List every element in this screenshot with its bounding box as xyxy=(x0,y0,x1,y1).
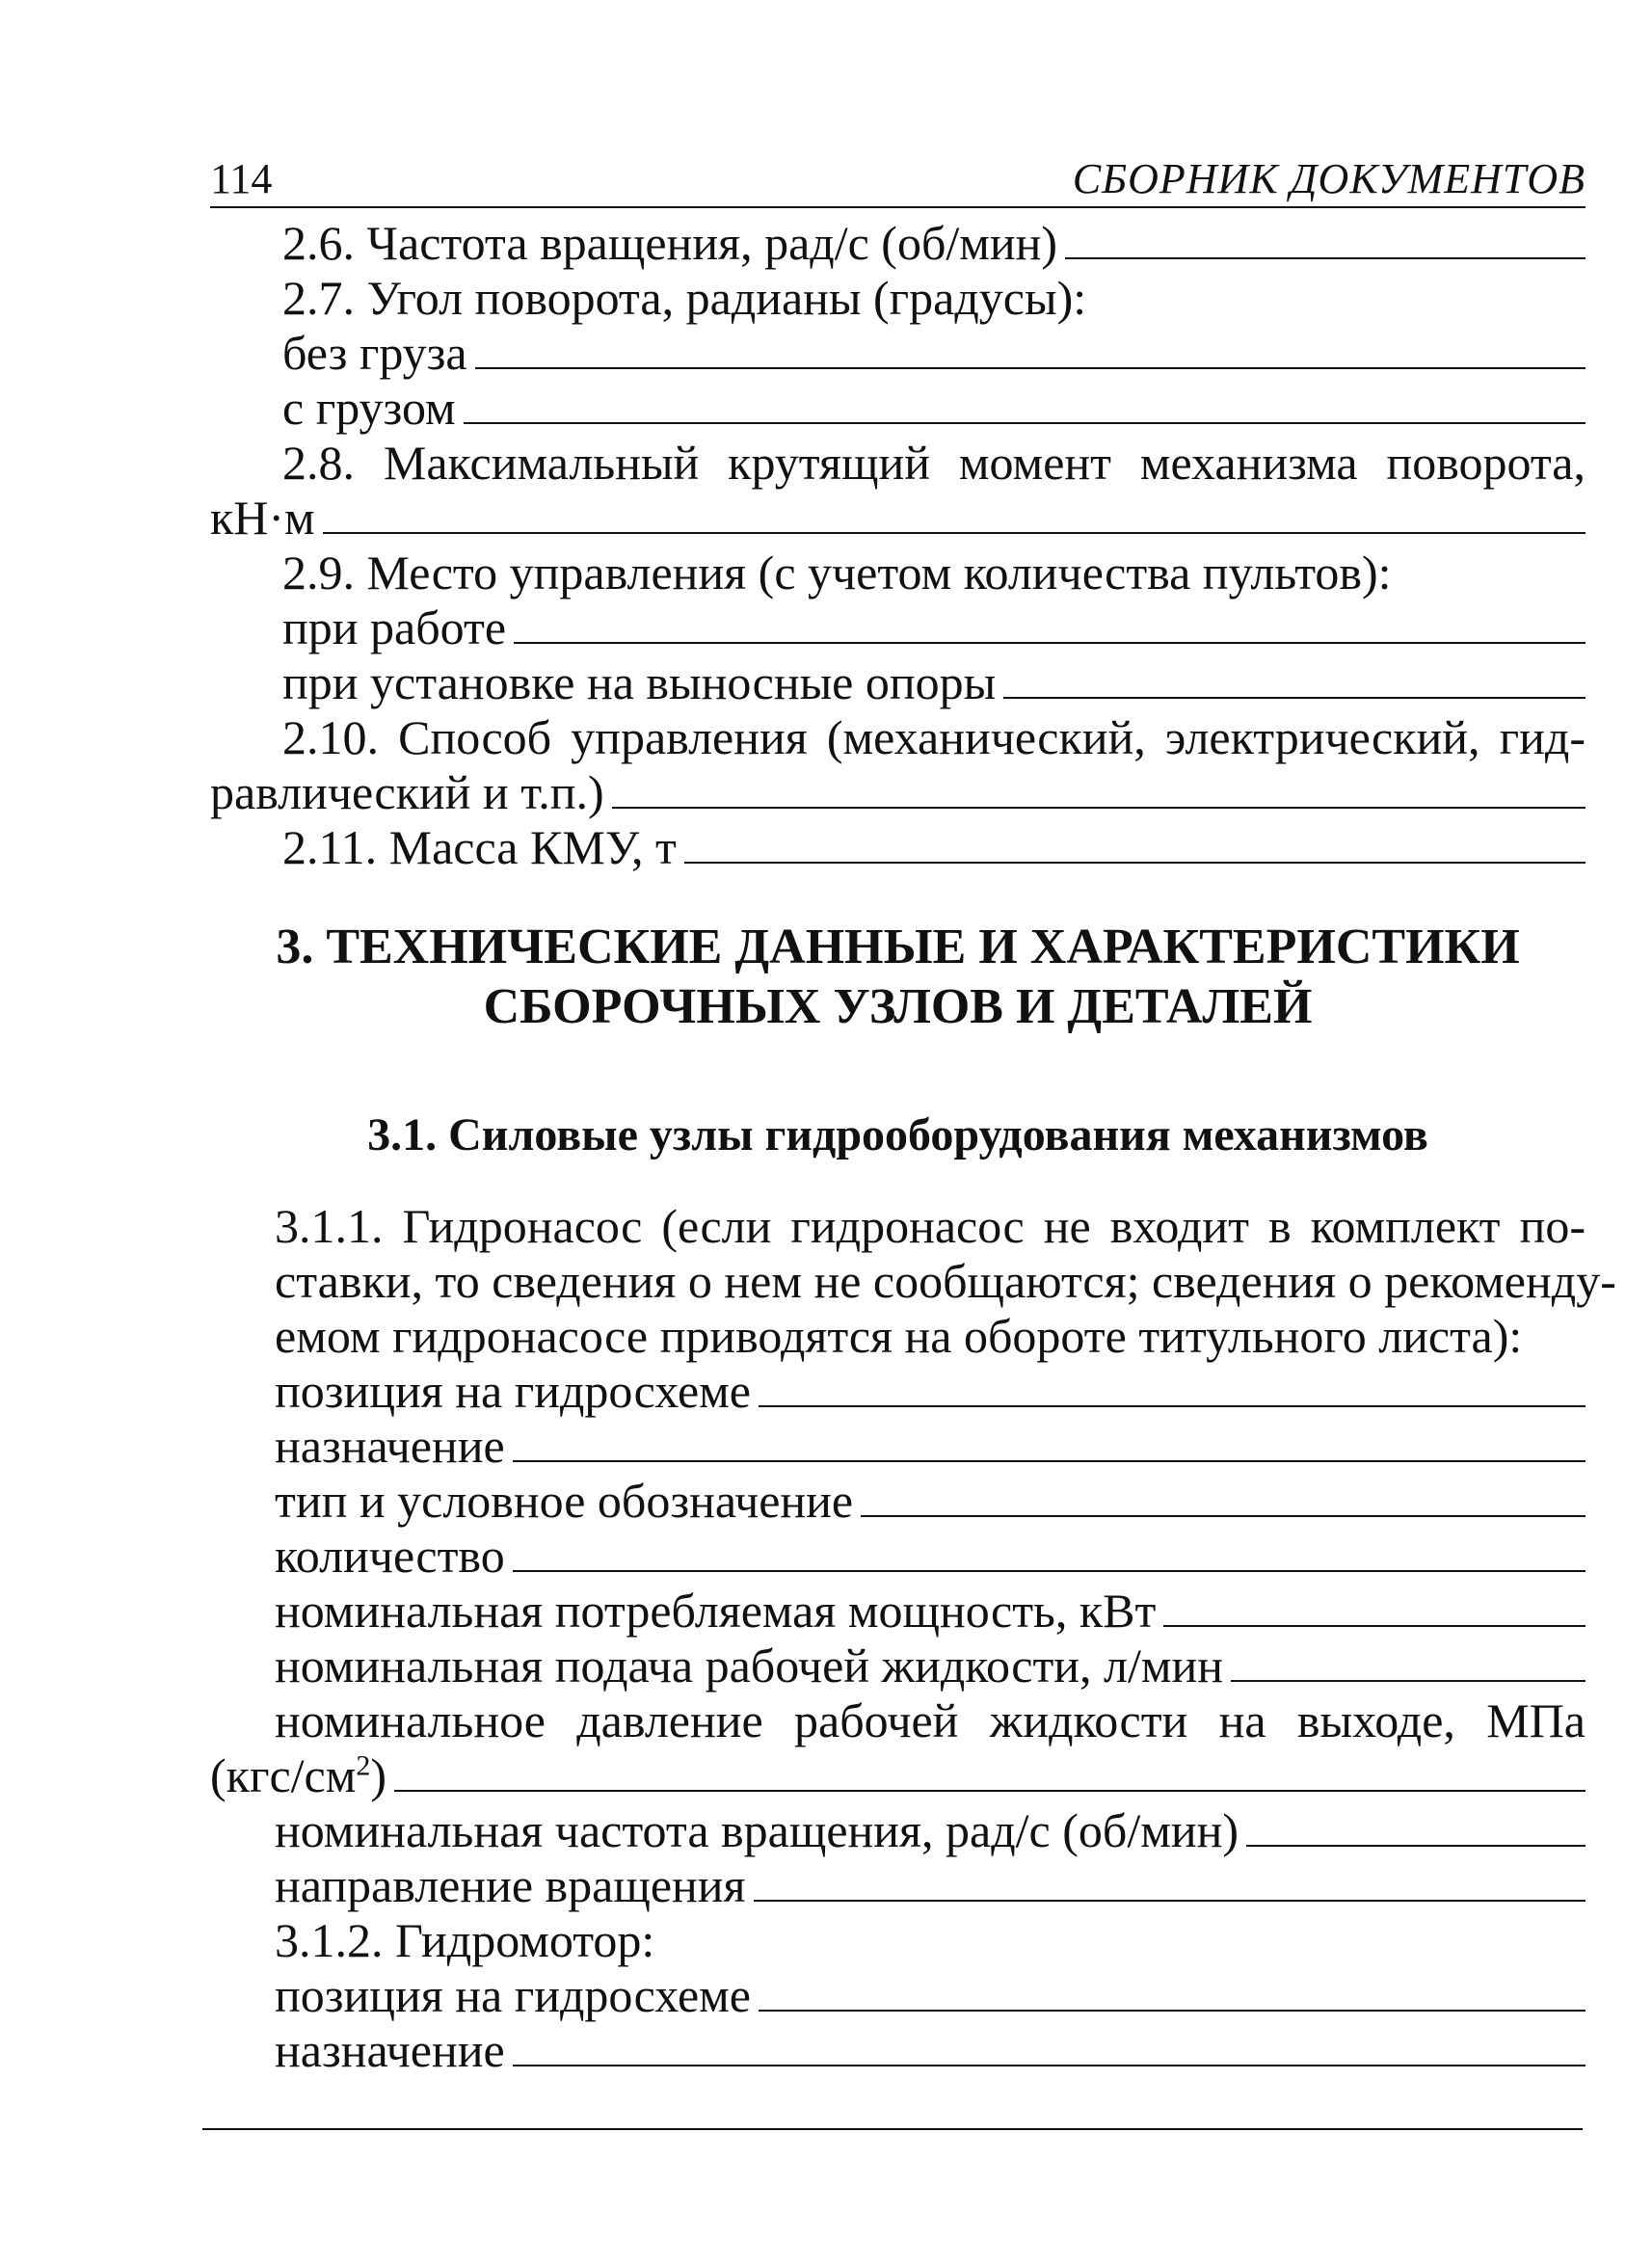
field-label: равлический и т.п.) xyxy=(210,765,604,819)
field-label: направление вращения xyxy=(275,1858,746,1912)
field-pump-purpose xyxy=(210,1419,1585,1474)
fill-in-line xyxy=(513,2065,1585,2066)
item-2-8-line1 xyxy=(210,436,1585,491)
fill-in-line xyxy=(323,532,1585,534)
field-label: при установке на выносные опоры xyxy=(282,655,997,709)
field-pump-type xyxy=(210,1474,1585,1529)
fill-in-line xyxy=(1231,1680,1585,1682)
field-label: позиция на гидросхеме xyxy=(275,1968,751,2022)
field-label: с грузом xyxy=(282,381,456,435)
paragraph-line: номинальное давление рабочей жидкости на выходе, МПа xyxy=(275,1693,1585,1747)
field-pump-quantity xyxy=(210,1529,1585,1584)
fill-in-line xyxy=(513,1460,1585,1462)
field-pump-position xyxy=(210,1364,1585,1419)
field-label: при работе xyxy=(282,600,507,654)
field-2-11 xyxy=(210,820,1585,875)
section-title-line: СБОРОЧНЫХ УЗЛОВ И ДЕТАЛЕЙ xyxy=(483,979,1313,1034)
unit-text: (кгс/см xyxy=(210,1748,357,1802)
pump-pressure-line1 xyxy=(210,1693,1585,1748)
field-label: назначение xyxy=(275,2023,505,2077)
field-label: кН·м xyxy=(210,491,315,545)
fill-in-line xyxy=(612,807,1585,809)
field-pump-direction xyxy=(210,1858,1585,1913)
fill-in-line xyxy=(1246,1845,1585,1847)
field-label: номинальная частота вращения, рад/с (об/мин) xyxy=(275,1803,1239,1857)
field-2-6 xyxy=(210,216,1585,271)
fill-in-line xyxy=(684,862,1585,864)
subsection-3-1-title: 3.1. Силовые узлы гидрооборудования механизмов xyxy=(367,1109,1428,1160)
fill-in-line xyxy=(759,2010,1585,2012)
paragraph-line: ставки, то сведения о нем не сообщаются; сведения о рекоменду- xyxy=(275,1254,1616,1308)
field-2-7-without-load xyxy=(210,326,1585,381)
field-2-9-outriggers xyxy=(210,655,1585,710)
running-header xyxy=(210,155,1585,208)
field-label: позиция на гидросхеме xyxy=(275,1364,751,1418)
fill-in-line xyxy=(754,1900,1585,1902)
page-number: 114 xyxy=(210,155,273,202)
field-label: номинальная потребляемая мощность, кВт xyxy=(275,1584,1157,1638)
fill-in-line xyxy=(464,422,1585,424)
field-label: тип и условное обозначение xyxy=(275,1474,854,1528)
section-title-line: 3. ТЕХНИЧЕСКИЕ ДАННЫЕ И ХАРАКТЕРИСТИКИ xyxy=(276,920,1520,974)
field-motor-position xyxy=(210,1968,1585,2023)
field-label: без груза xyxy=(282,326,467,380)
fill-in-line xyxy=(1065,257,1585,259)
unit-text: ) xyxy=(370,1748,387,1802)
paragraph-line: емом гидронасосе приводятся на обороте титульного листа): xyxy=(275,1309,1523,1363)
section-3-title xyxy=(210,918,1585,1037)
item-3-1-2-heading xyxy=(210,1913,1585,1968)
paragraph-line: 3.1.1. Гидронасос (если гидронасос не входит в комплект по- xyxy=(275,1199,1585,1253)
field-pump-flow xyxy=(210,1639,1585,1693)
field-label: номинальная подача рабочей жидкости, л/мин xyxy=(275,1639,1224,1693)
item-2-10-line1 xyxy=(210,710,1585,765)
field-label: количество xyxy=(275,1529,505,1583)
field-2-7-with-load xyxy=(210,381,1585,436)
field-label: назначение xyxy=(275,1419,505,1473)
document-page xyxy=(210,155,1616,2078)
field-motor-purpose xyxy=(210,2023,1585,2078)
fill-in-line xyxy=(394,1790,1585,1792)
field-label: 2.9. Место управления (с учетом количества пультов): xyxy=(282,546,1392,600)
field-label: 2.6. Частота вращения, рад/с (об/мин) xyxy=(282,216,1058,270)
field-2-10 xyxy=(210,765,1585,820)
fill-in-line xyxy=(861,1515,1585,1517)
field-label: 3.1.2. Гидромотор: xyxy=(275,1913,655,1967)
fill-in-line xyxy=(514,642,1585,644)
fill-in-line xyxy=(1003,697,1585,699)
field-2-8 xyxy=(210,491,1585,546)
field-pump-pressure xyxy=(210,1748,1585,1803)
fill-in-line xyxy=(1163,1625,1585,1627)
field-label xyxy=(210,1748,386,1803)
field-2-9-operation xyxy=(210,600,1585,655)
field-pump-power xyxy=(210,1584,1585,1639)
running-title: СБОРНИК ДОКУМЕНТОВ xyxy=(1072,155,1585,202)
item-2-7-heading xyxy=(210,271,1585,326)
fill-in-line xyxy=(759,1405,1585,1407)
item-2-9-heading xyxy=(210,546,1585,600)
page-content xyxy=(210,216,1616,2078)
field-label: 2.7. Угол поворота, радианы (градусы): xyxy=(282,271,1087,325)
paragraph-line: 2.8. Максимальный крутящий момент механизма поворота, xyxy=(282,436,1585,490)
paragraph-line: 2.10. Способ управления (механический, электрический, гид- xyxy=(282,710,1585,764)
fill-in-line xyxy=(513,1570,1585,1572)
field-pump-speed xyxy=(210,1803,1585,1858)
fill-in-line xyxy=(475,367,1585,369)
field-label: 2.11. Масса КМУ, т xyxy=(282,820,677,874)
item-3-1-1-paragraph xyxy=(210,1199,1616,1364)
unit-superscript: 2 xyxy=(356,1749,371,1782)
bottom-fill-in-line xyxy=(202,2128,1583,2130)
